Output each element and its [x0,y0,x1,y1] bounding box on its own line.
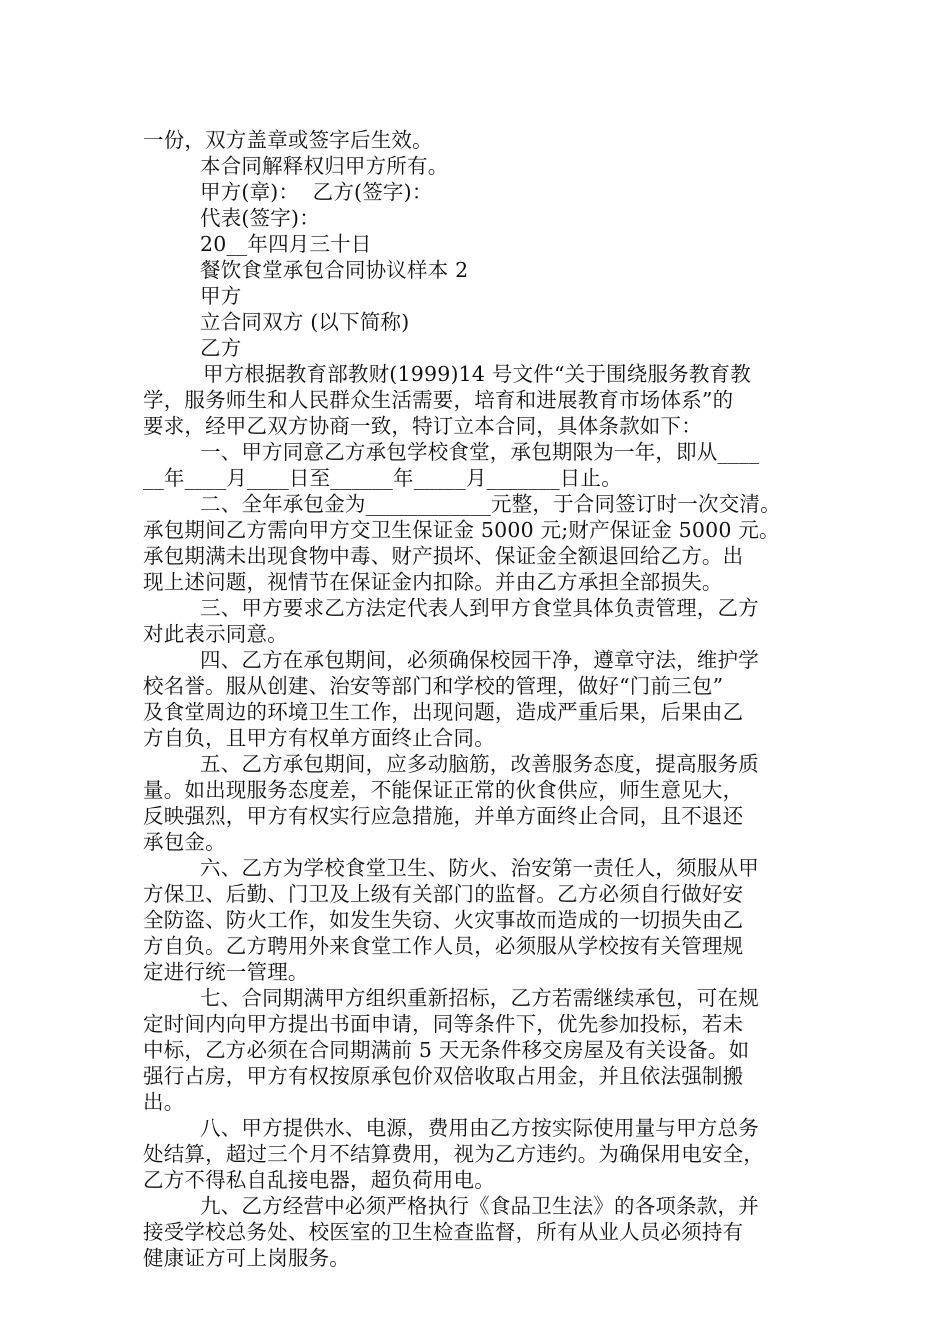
text-line: 方自负。乙方聘用外来食堂工作人员，必须服从学校按有关管理规 [143,934,744,958]
text-line: 乙方不得私自乱接电器，超负荷用电。 [143,1168,495,1192]
text-line: 健康证方可上岗服务。 [143,1246,350,1270]
text-line: 九、乙方经营中必须严格执行《食品卫生法》的各项条款，并 [200,1194,759,1218]
text-line: 代表(签字)： [200,206,320,230]
text-line: 乙方 [200,336,242,360]
text-line: 甲方 [200,284,242,308]
text-line: 校名誉。服从创建、治安等部门和学校的管理，做好“门前三包” [143,674,724,698]
text-line: 20__年四月三十日 [200,232,372,256]
text-line: __年____月____日至______年_____月_______日止。 [143,466,622,490]
text-line: 甲方根据教育部教财(1999)14 号文件“关于围绕服务教育教 [203,362,751,386]
text-line: 现上述问题，视情节在保证金内扣除。并由乙方承担全部损失。 [143,570,723,594]
text-line: 全防盗、防火工作，如发生失窃、火灾事故而造成的一切损失由乙 [143,908,744,932]
text-line: 承包期满未出现食物中毒、财产损坏、保证金全额退回给乙方。出 [143,544,744,568]
text-line: 三、甲方要求乙方法定代表人到甲方食堂具体负责管理，乙方 [200,596,759,620]
text-line: 方保卫、后勤、门卫及上级有关部门的监督。乙方必须自行做好安 [143,882,744,906]
text-line: 八、甲方提供水、电源，费用由乙方按实际使用量与甲方总务 [200,1116,759,1140]
text-line: 要求，经甲乙双方协商一致，特订立本合同，具体条款如下： [143,414,702,438]
text-line: 甲方(章)： 乙方(签字)： [200,180,433,204]
text-line: 一、甲方同意乙方承包学校食堂，承包期限为一年，即从____ [200,440,760,464]
text-line: 反映强烈，甲方有权实行应急措施，并单方面终止合同，且不退还 [143,804,744,828]
text-line: 方自负，且甲方有权单方面终止合同。 [143,726,495,750]
text-line: 承包期间乙方需向甲方交卫生保证金 5000 元;财产保证金 5000 元。 [143,518,780,542]
text-line: 对此表示同意。 [143,622,288,646]
text-line: 本合同解释权归甲方所有。 [200,154,449,178]
text-line: 处结算，超过三个月不结算费用，视为乙方违约。为确保用电安全， [143,1142,764,1166]
text-line: 一份，双方盖章或签字后生效。 [143,128,433,152]
text-line: 二、全年承包金为____________元整，于合同签订时一次交清。 [200,492,781,516]
text-line: 四、乙方在承包期间，必须确保校园干净，遵章守法，维护学 [200,648,759,672]
text-line: 餐饮食堂承包合同协议样本 2 [200,258,469,282]
text-line: 定时间内向甲方提出书面申请，同等条件下，优先参加投标，若未 [143,1012,744,1036]
text-line: 定进行统一管理。 [143,960,309,984]
text-line: 量。如出现服务态度差，不能保证正常的伙食供应，师生意见大， [143,778,744,802]
text-line: 接受学校总务处、校医室的卫生检查监督，所有从业人员必须持有 [143,1220,744,1244]
text-line: 及食堂周边的环境卫生工作，出现问题，造成严重后果，后果由乙 [143,700,744,724]
text-line: 六、乙方为学校食堂卫生、防火、治安第一责任人，须服从甲 [200,856,759,880]
text-line: 立合同双方 (以下简称) [200,310,410,334]
text-line: 七、合同期满甲方组织重新招标，乙方若需继续承包，可在规 [200,986,759,1010]
text-line: 五、乙方承包期间，应多动脑筋，改善服务态度，提高服务质 [200,752,759,776]
text-line: 学，服务师生和人民群众生活需要，培育和进展教育市场体系”的 [143,388,734,412]
text-line: 承包金。 [143,830,226,854]
text-line: 中标，乙方必须在合同期满前 5 天无条件移交房屋及有关设备。如 [143,1038,750,1062]
text-line: 强行占房，甲方有权按原承包价双倍收取占用金，并且依法强制搬 [143,1064,744,1088]
text-line: 出。 [143,1090,185,1114]
